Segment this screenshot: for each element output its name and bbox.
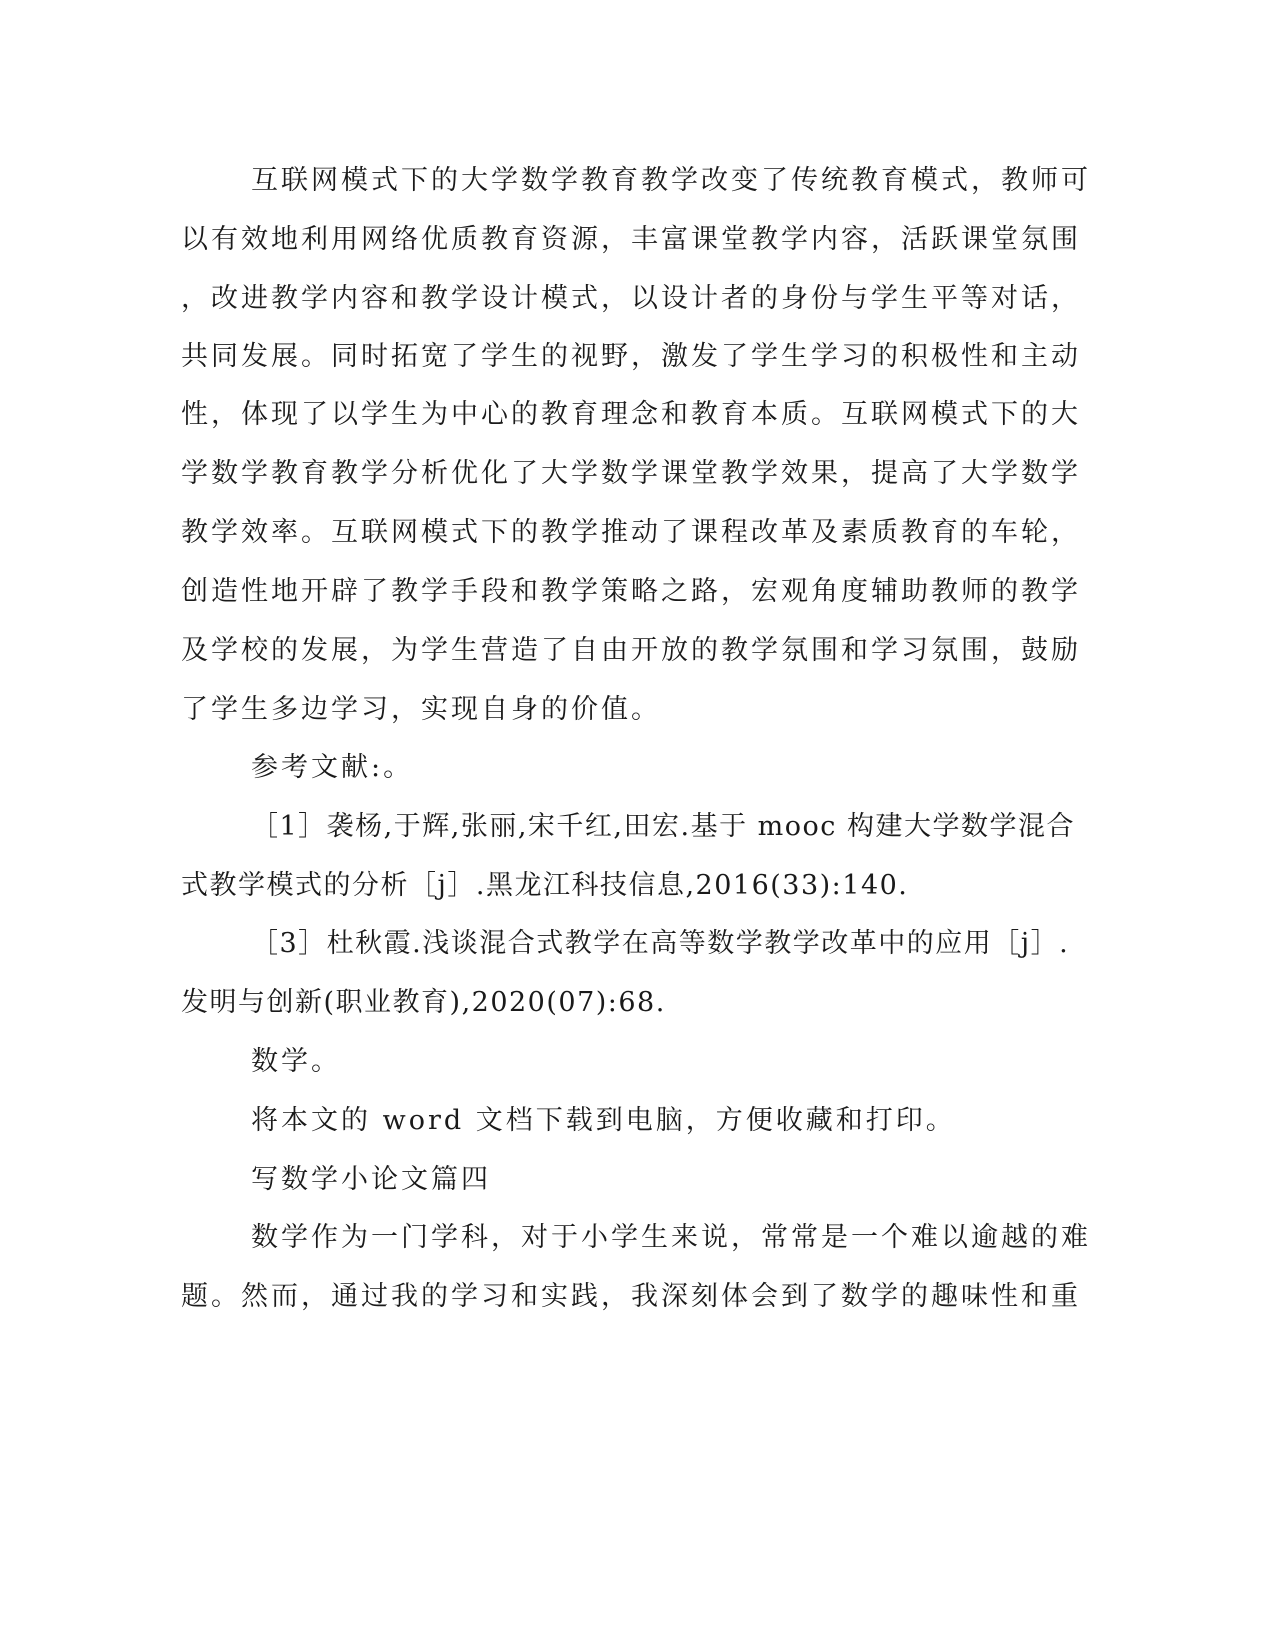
- reference-entry-3: ［3］杜秋霞.浅谈混合式教学在高等数学教学改革中的应用［j］.: [251, 928, 1070, 959]
- paragraph-line: 互联网模式下的大学数学教育教学改变了传统教育模式，教师可: [251, 165, 1091, 196]
- reference-entry-3-cont: 发明与创新(职业教育),2020(07):68.: [181, 987, 666, 1018]
- paragraph-line: 性，体现了以学生为中心的教育理念和教育本质。互联网模式下的大: [181, 399, 1081, 430]
- paragraph-line: 及学校的发展，为学生营造了自由开放的教学氛围和学习氛围，鼓励: [181, 635, 1081, 666]
- paragraph-line: 了学生多边学习，实现自身的价值。: [181, 694, 661, 725]
- paragraph-line: 创造性地开辟了教学手段和教学策略之路，宏观角度辅助教师的教学: [181, 576, 1081, 607]
- paragraph-line: 学数学教育教学分析优化了大学数学课堂教学效果，提高了大学数学: [181, 458, 1081, 489]
- paragraph-line: 数学作为一门学科，对于小学生来说，常常是一个难以逾越的难: [251, 1222, 1091, 1253]
- paragraph-line: ，改进教学内容和教学设计模式，以设计者的身份与学生平等对话，: [181, 283, 1081, 314]
- download-note: 将本文的 word 文档下载到电脑，方便收藏和打印。: [251, 1105, 956, 1136]
- section-heading: 写数学小论文篇四: [251, 1164, 491, 1195]
- paragraph-line: 数学。: [251, 1046, 341, 1077]
- reference-entry-1-cont: 式教学模式的分析［j］.黑龙江科技信息,2016(33):140.: [181, 870, 909, 901]
- references-heading: 参考文献:。: [251, 752, 414, 783]
- paragraph-line: 共同发展。同时拓宽了学生的视野，激发了学生学习的积极性和主动: [181, 341, 1081, 372]
- reference-entry-1: ［1］袭杨,于辉,张丽,宋千红,田宏.基于 mooc 构建大学数学混合: [251, 811, 1075, 842]
- paragraph-line: 题。然而，通过我的学习和实践，我深刻体会到了数学的趣味性和重: [181, 1281, 1081, 1312]
- paragraph-line: 以有效地利用网络优质教育资源，丰富课堂教学内容，活跃课堂氛围: [181, 224, 1081, 255]
- paragraph-line: 教学效率。互联网模式下的教学推动了课程改革及素质教育的车轮，: [181, 517, 1081, 548]
